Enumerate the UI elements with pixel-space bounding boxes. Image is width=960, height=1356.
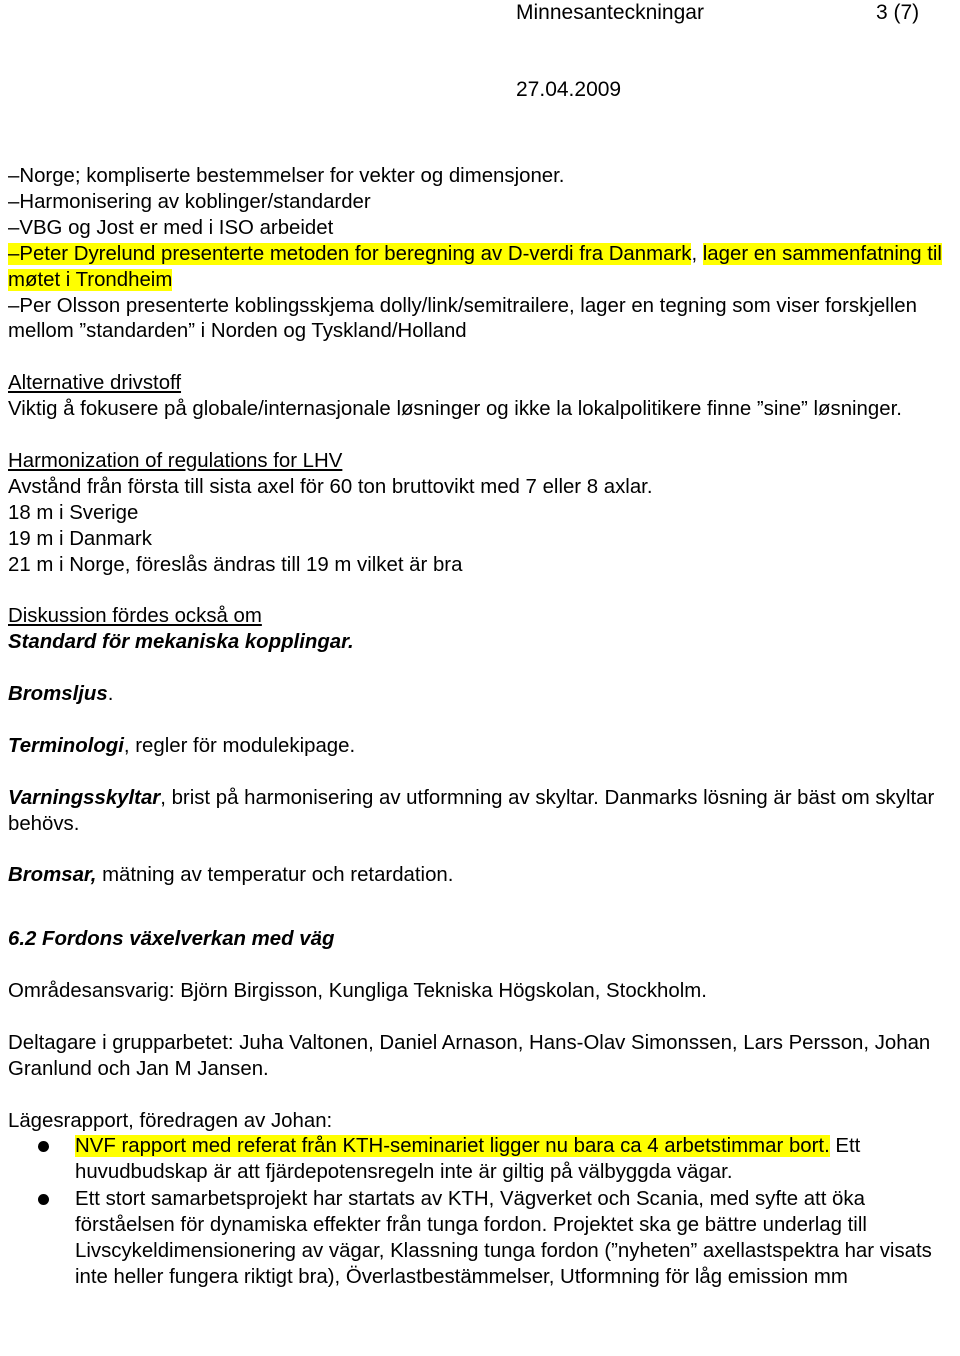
bromsljus-term: Bromsljus [8,683,108,706]
norway-note: –Norge; kompliserte bestemmelser for vekter og dimensjoner. [8,165,565,187]
list-item [8,1134,958,1186]
lhv-line-1: Avstånd från första till sista axel för 60 ton bruttovikt med 7 eller 8 axlar. [8,475,653,498]
document-title: Minnesanteckningar [516,1,704,24]
section-heading-6-2: 6.2 Fordons växelverkan med väg [8,928,335,951]
lhv-heading: Harmonization of regulations for LHV [8,449,343,472]
dyrelund-comma: , [691,242,703,265]
diskussion-item-varningsskyltar [8,786,958,838]
list-item [8,1187,958,1291]
lhv-line-4: 21 m i Norge, föreslås ändras till 19 m vilket är bra [8,553,463,576]
olsson-note: –Per Olsson presenterte koblingsskjema dolly/link/semitrailere, lager en tegning som viser forskjellen mellom ”standarden” i Norden og Tyskland/Holland [8,294,917,343]
diskussion-item-terminologi [8,734,958,760]
drivstoff-heading: Alternative drivstoff [8,372,182,395]
diskussion-item-bromsar [8,863,958,889]
highlight-trondheim: lager en sammenfatning til møtet i Trondheim [8,242,942,291]
omradesansvarig: Områdesansvarig: Björn Birgisson, Kungliga Tekniska Högskolan, Stockholm. [8,980,707,1003]
terminologi-term: Terminologi [8,734,124,757]
dyrelund-note [8,242,958,294]
bullet-2-text: Ett stort samarbetsprojekt har startats av KTH, Vägverket och Scania, med syfte att öka förståelsen för dynamiska effekter från tunga fordon. Projektet ska ge bättre underlag till Livscykeldimensionering av vägar, Klassning tunga fordon (”nyheten” axellastspektra har visats inte heller fungera riktigt bra), Överlastbestämmelser, Utformning för låg emission mm [75,1188,932,1288]
diskussion-item-bromsljus [8,682,958,708]
diskussion-heading: Diskussion fördes också om [8,605,262,628]
bullet-icon [38,1141,49,1152]
bromsar-term: Bromsar, [8,864,97,887]
document-body [8,164,958,1291]
lagesrapport-intro: Lägesrapport, föredragen av Johan: [8,1109,333,1132]
page-number: 3 (7) [876,1,920,24]
terminologi-rest: , regler för modulekipage. [123,734,356,757]
lhv-line-3: 19 m i Danmark [8,527,152,550]
bullet-1-rest: Ett huvudbudskap är att fjärdepotensregeln inte är giltig på välbyggda vägar. [75,1135,861,1184]
iso-note: –VBG og Jost er med i ISO arbeidet [8,216,334,239]
varningsskyltar-rest: , brist på harmonisering av utformning av skyltar. Danmarks lösning är bäst om skyltar behövs. [8,786,935,835]
highlight-dyrelund: –Peter Dyrelund presenterte metoden for beregning av D-verdi fra Danmark [8,242,692,265]
harmonisation-note: –Harmonisering av koblinger/standarder [8,190,371,213]
bromsar-rest: mätning av temperatur och retardation. [96,864,454,887]
drivstoff-text: Viktig å fokusere på globale/internasjonale løsninger og ikke la lokalpolitikere finne ”sine” løsninger. [8,398,902,421]
lhv-line-2: 18 m i Sverige [8,501,139,524]
diskussion-item-kopplingar: Standard för mekaniska kopplingar. [8,631,354,654]
lagesrapport-list [8,1134,958,1290]
bromsljus-rest: . [107,683,114,706]
varningsskyltar-term: Varningsskyltar [8,786,161,809]
highlight-nvf: NVF rapport med referat från KTH-seminariet ligger nu bara ca 4 arbetstimmar bort. [75,1135,830,1158]
document-date: 27.04.2009 [516,78,622,101]
deltagare: Deltagare i grupparbetet: Juha Valtonen, Daniel Arnason, Hans-Olav Simonssen, Lars Persson, Johan Granlund och Jan M Jansen. [8,1031,931,1080]
bullet-icon [38,1194,49,1205]
